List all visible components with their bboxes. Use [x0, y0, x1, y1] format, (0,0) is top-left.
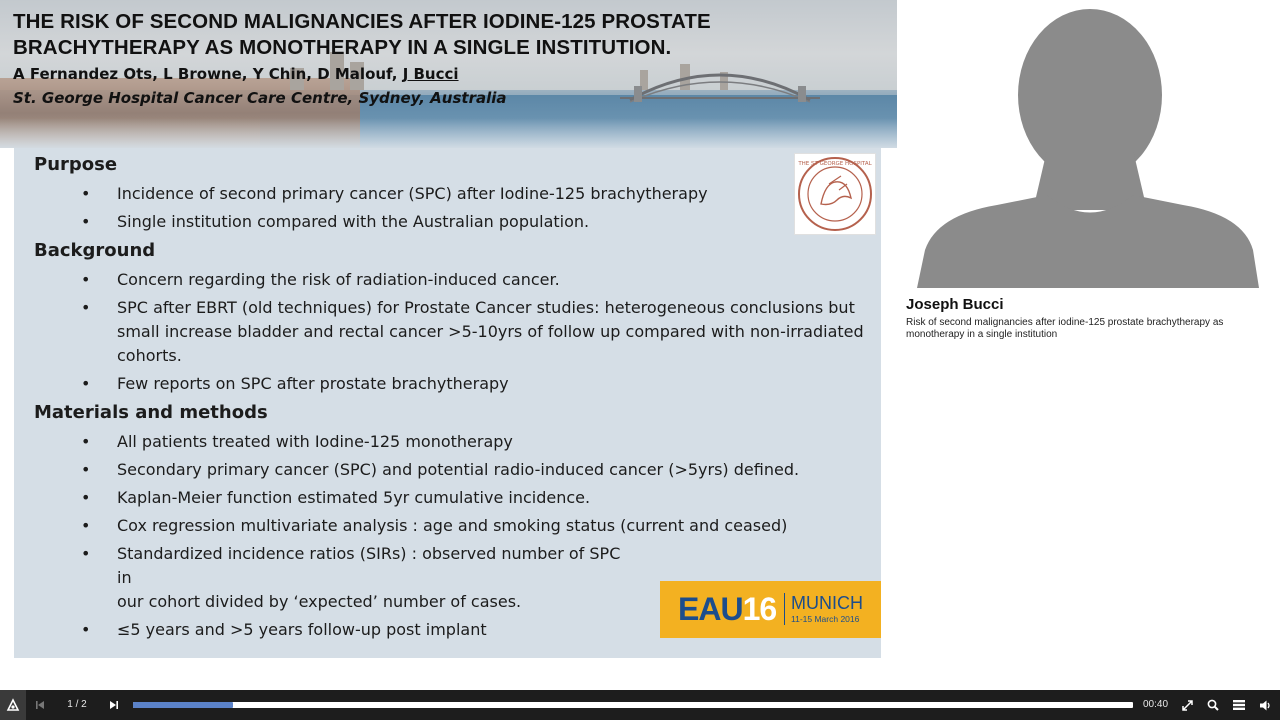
- presenter-logo-icon[interactable]: [0, 690, 26, 720]
- previous-icon[interactable]: [30, 690, 50, 720]
- bullet-item: • Kaplan-Meier function estimated 5yr cumulative incidence.: [34, 486, 879, 510]
- slide-institution: St. George Hospital Cancer Care Centre, Sydney, Australia: [13, 89, 507, 107]
- progress-fill: [133, 702, 233, 708]
- authors-list: A Fernandez Ots, L Browne, Y Chin, D Malouf,: [13, 65, 403, 83]
- section-heading-methods: Materials and methods: [34, 402, 268, 423]
- bullet-item: • Cox regression multivariate analysis : age and smoking status (current and ceased): [34, 514, 879, 538]
- next-icon[interactable]: [104, 690, 124, 720]
- eau-year: 16: [742, 591, 777, 627]
- bullet-item: • Incidence of second primary cancer (SPC) after Iodine-125 brachytherapy: [34, 182, 879, 206]
- bullet-item: • Concern regarding the risk of radiation-induced cancer.: [34, 268, 879, 292]
- search-icon[interactable]: [1204, 690, 1222, 720]
- slide-title: THE RISK OF SECOND MALIGNANCIES AFTER IODINE-125 PROSTATE BRACHYTHERAPY AS MONOTHERAPY IN A SINGLE INSTITUTION.: [13, 10, 711, 59]
- fullscreen-icon[interactable]: [1178, 690, 1196, 720]
- bullet-item: • Secondary primary cancer (SPC) and potential radio-induced cancer (>5yrs) defined.: [34, 458, 879, 482]
- slide-content: [34, 152, 879, 642]
- chapters-icon[interactable]: [1230, 690, 1248, 720]
- eau-dates: 11-15 March 2016: [791, 614, 860, 624]
- bullet-item: • All patients treated with Iodine-125 monotherapy: [34, 430, 879, 454]
- bullet-item: • ≤5 years and >5 years follow-up post implant: [34, 618, 879, 642]
- section-heading-purpose: Purpose: [34, 154, 118, 175]
- harbour-bridge-icon: [620, 60, 820, 110]
- bullet-item: • Single institution compared with the Australian population.: [34, 210, 879, 234]
- section-heading-background: Background: [34, 240, 156, 261]
- speaker-avatar: [897, 0, 1280, 288]
- bullet-item: • Standardized incidence ratios (SIRs) : observed number of SPC in our cohort divided by ‘expected’ number of cases.: [34, 542, 879, 614]
- presenting-author: J Bucci: [402, 65, 459, 83]
- hospital-logo-text: THE ST GEORGE HOSPITAL: [798, 161, 872, 167]
- eau-city: MUNICH: [791, 593, 863, 613]
- speaker-description: Risk of second malignancies after iodine-125 prostate brachytherapy as monotherapy in a single institution: [906, 317, 1224, 340]
- eau-brand: EAU: [678, 591, 743, 627]
- slide-authors: [13, 65, 459, 83]
- bullet-item: • SPC after EBRT (old techniques) for Prostate Cancer studies: heterogeneous conclusions but small increase bladder and rectal cancer >5-10yrs of follow up compared with non-irradiated cohorts.: [34, 296, 879, 368]
- speaker-name: Joseph Bucci: [906, 296, 1004, 313]
- page-indicator: 1 / 2: [67, 699, 87, 710]
- progress-track[interactable]: [133, 702, 1133, 708]
- eau16-munich-logo: [660, 581, 881, 638]
- volume-icon[interactable]: [1257, 690, 1275, 720]
- bullet-item: • Few reports on SPC after prostate brachytherapy: [34, 372, 879, 396]
- hospital-logo: [794, 153, 876, 235]
- time-display: 00:40: [1143, 699, 1169, 710]
